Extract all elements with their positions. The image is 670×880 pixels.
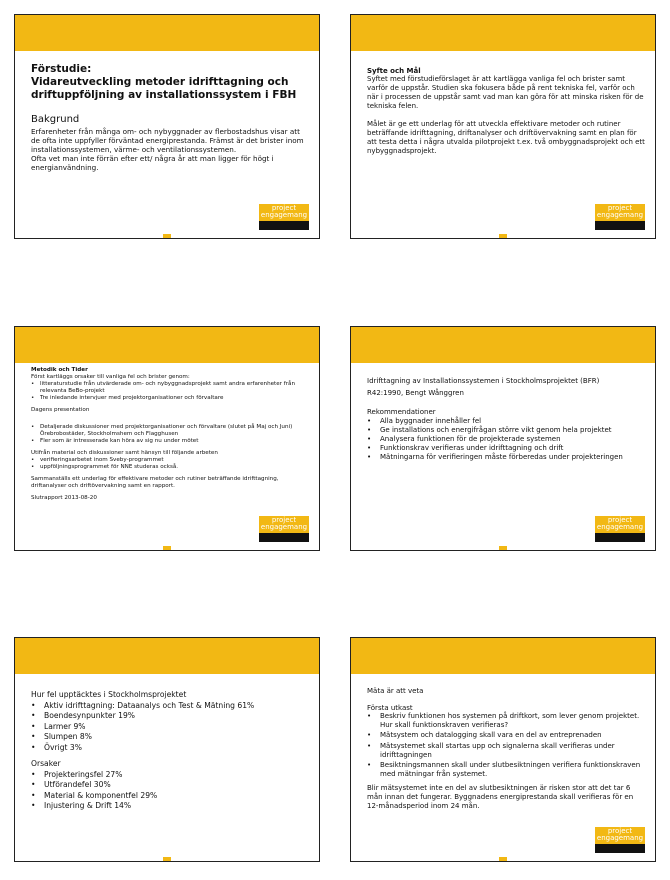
project-engagemang-logo (595, 204, 645, 230)
slide-1 (14, 14, 320, 239)
list-item: • Projekteringsfel 27% (31, 770, 309, 781)
paragraph: Ofta vet man inte förrän efter ett/ några år att man ligger för högt i energianvändning. (31, 154, 274, 172)
list-item: • Aktiv idrifttagning: Dataanalys och Test & Mätning 61% (31, 701, 309, 712)
project-engagemang-logo (595, 827, 645, 853)
list-item: • Mätsystem och datalogging skall vara en del av entreprenaden (367, 731, 645, 740)
list-item: • Mätsystemet skall startas upp och signalerna skall verifieras under idrifttagningen (367, 742, 645, 759)
list-item: • Larmer 9% (31, 722, 309, 733)
paragraph: Syftet med förstudieförslaget är att kartlägga vanliga fel och brister samt varför de uppstår. Studien ska fokusera både på rent tekniska fel, varför och när i processen de uppstår samt vad man kan göra för att minska risken för de tekniska felen. (367, 75, 644, 110)
bullet-list (31, 424, 309, 445)
bullet-list (31, 701, 309, 754)
list-item: • Injustering & Drift 14% (31, 801, 309, 812)
project-engagemang-logo (259, 516, 309, 542)
section-heading: Rekommendationer (367, 408, 436, 416)
subheading: Orsaker (31, 759, 61, 768)
page-marker (499, 234, 507, 238)
reference-line: Idrifttagning av Installationssystemen i Stockholmsprojektet (BFR) (367, 377, 600, 385)
project-engagemang-logo (595, 516, 645, 542)
list-item: • Beskriv funktionen hos systemen på driftkort, som lever genom projektet. Hur skall funktionskraven verifieras? (367, 712, 645, 729)
section-heading: Bakgrund (31, 114, 80, 125)
page-marker (163, 234, 171, 238)
bullet-list (31, 381, 309, 402)
list-item: • Material & komponentfel 29% (31, 791, 309, 802)
logo-text: project engagemang (596, 516, 644, 531)
logo-text: project engagemang (596, 827, 644, 842)
reference-line: R42:1990, Bengt Wånggren (367, 389, 464, 397)
list-item: • litteraturstudie från utvärderade om- och nybyggnadsprojekt samt andra erfarenheter från relevanta BeBo-projekt (31, 381, 309, 395)
slide-6 (350, 637, 656, 862)
slide-title: Förstudie: Vidareutveckling metoder idrifttagning och driftuppföljning av installationssystem i FBH (31, 63, 297, 101)
section-heading: Syfte och Mål (367, 67, 421, 75)
list-item: • Utförandefel 30% (31, 780, 309, 791)
list-item: • Tre inledande intervjuer med projektorganisationer och förvaltare (31, 395, 309, 402)
list-item: • Fler som är intresserade kan höra av sig nu under mötet (31, 438, 309, 445)
section-heading: Mäta är att veta (367, 687, 424, 695)
bullet-list (367, 417, 645, 462)
slide-3 (14, 326, 320, 551)
list-item: • uppföljningsprogrammet för NNE studeras också. (31, 464, 309, 471)
list-item: • Ge installations och energifrågan större vikt genom hela projektet (367, 426, 645, 435)
slide-header-band (15, 15, 319, 51)
list-item: • Funktionskrav verifieras under idrifttagning och drift (367, 444, 645, 453)
bullet-list (367, 712, 645, 778)
subheading: Utifrån material och diskussioner samt hänsyn till följande arbeten (31, 450, 218, 456)
paragraph: Sammanställs ett underlag för effektivare metoder och rutiner beträffande idrifttagning, driftanalyser och driftövervakning samt en rapport. (31, 476, 279, 489)
list-item: • Alla byggnader innehåller fel (367, 417, 645, 426)
slide-header-band (15, 638, 319, 674)
intro-text: Först kartläggs orsaker till vanliga fel och brister genom: (31, 374, 190, 380)
subheading: Dagens presentation (31, 407, 90, 413)
list-item: • Slumpen 8% (31, 732, 309, 743)
bullet-list (31, 457, 309, 471)
logo-text: project engagemang (260, 204, 308, 219)
section-heading: Hur fel upptäcktes i Stockholmsprojektet (31, 690, 187, 699)
page-marker (163, 857, 171, 861)
slide-4 (350, 326, 656, 551)
list-item: • verifieringsarbetet inom Sveby-programmet (31, 457, 309, 464)
slide-header-band (351, 638, 655, 674)
list-item: • Analysera funktionen för de projekterade systemen (367, 435, 645, 444)
page-marker (163, 546, 171, 550)
slide-header-band (351, 15, 655, 51)
paragraph: Erfarenheter från många om- och nybyggnader av flerbostadshus visar att de ofta inte uppfyller förväntad energiprestanda. Främst är det brister inom installationssystemen, värme- och ventilationssystemen. (31, 127, 304, 154)
list-item: • Övrigt 3% (31, 743, 309, 754)
paragraph: Målet är ge ett underlag för att utveckla effektivare metoder och rutiner beträffande idrifttagning, driftanalyser och driftövervakning samt en plan för att testa detta i några utvalda pilotprojekt t.ex. två ombyggnadsprojekt och ett nybyggnadsprojekt. (367, 120, 645, 155)
list-item: • Detaljerade diskussioner med projektorganisationer och förvaltare (slutet på Maj och Juni) Örebrobostäder, Stockholmshem och Flagghusen (31, 424, 309, 438)
slide-2 (350, 14, 656, 239)
slide-header-band (15, 327, 319, 363)
bullet-list (31, 770, 309, 812)
list-item: • Boendesynpunkter 19% (31, 711, 309, 722)
list-item: • Besiktningsmannen skall under slutbesiktningen verifiera funktionskraven med mätningar från systemet. (367, 761, 645, 778)
list-item: • Mätningarna för verifieringen måste förberedas under projekteringen (367, 453, 645, 462)
project-engagemang-logo (259, 204, 309, 230)
section-heading: Metodik och Tider (31, 367, 88, 373)
paragraph: Blir mätsystemet inte en del av slutbesiktningen är risken stor att det tar 6 mån innan det fungerar. Byggnadens energiprestanda skall verifieras för en 12-månadsperiod inom 24 mån. (367, 784, 634, 810)
subheading: Första utkast (367, 703, 413, 712)
logo-text: project engagemang (260, 516, 308, 531)
logo-text: project engagemang (596, 204, 644, 219)
slide-5 (14, 637, 320, 862)
report-date: Slutrapport 2013-08-20 (31, 495, 97, 501)
page-marker (499, 546, 507, 550)
slide-header-band (351, 327, 655, 363)
page-marker (499, 857, 507, 861)
